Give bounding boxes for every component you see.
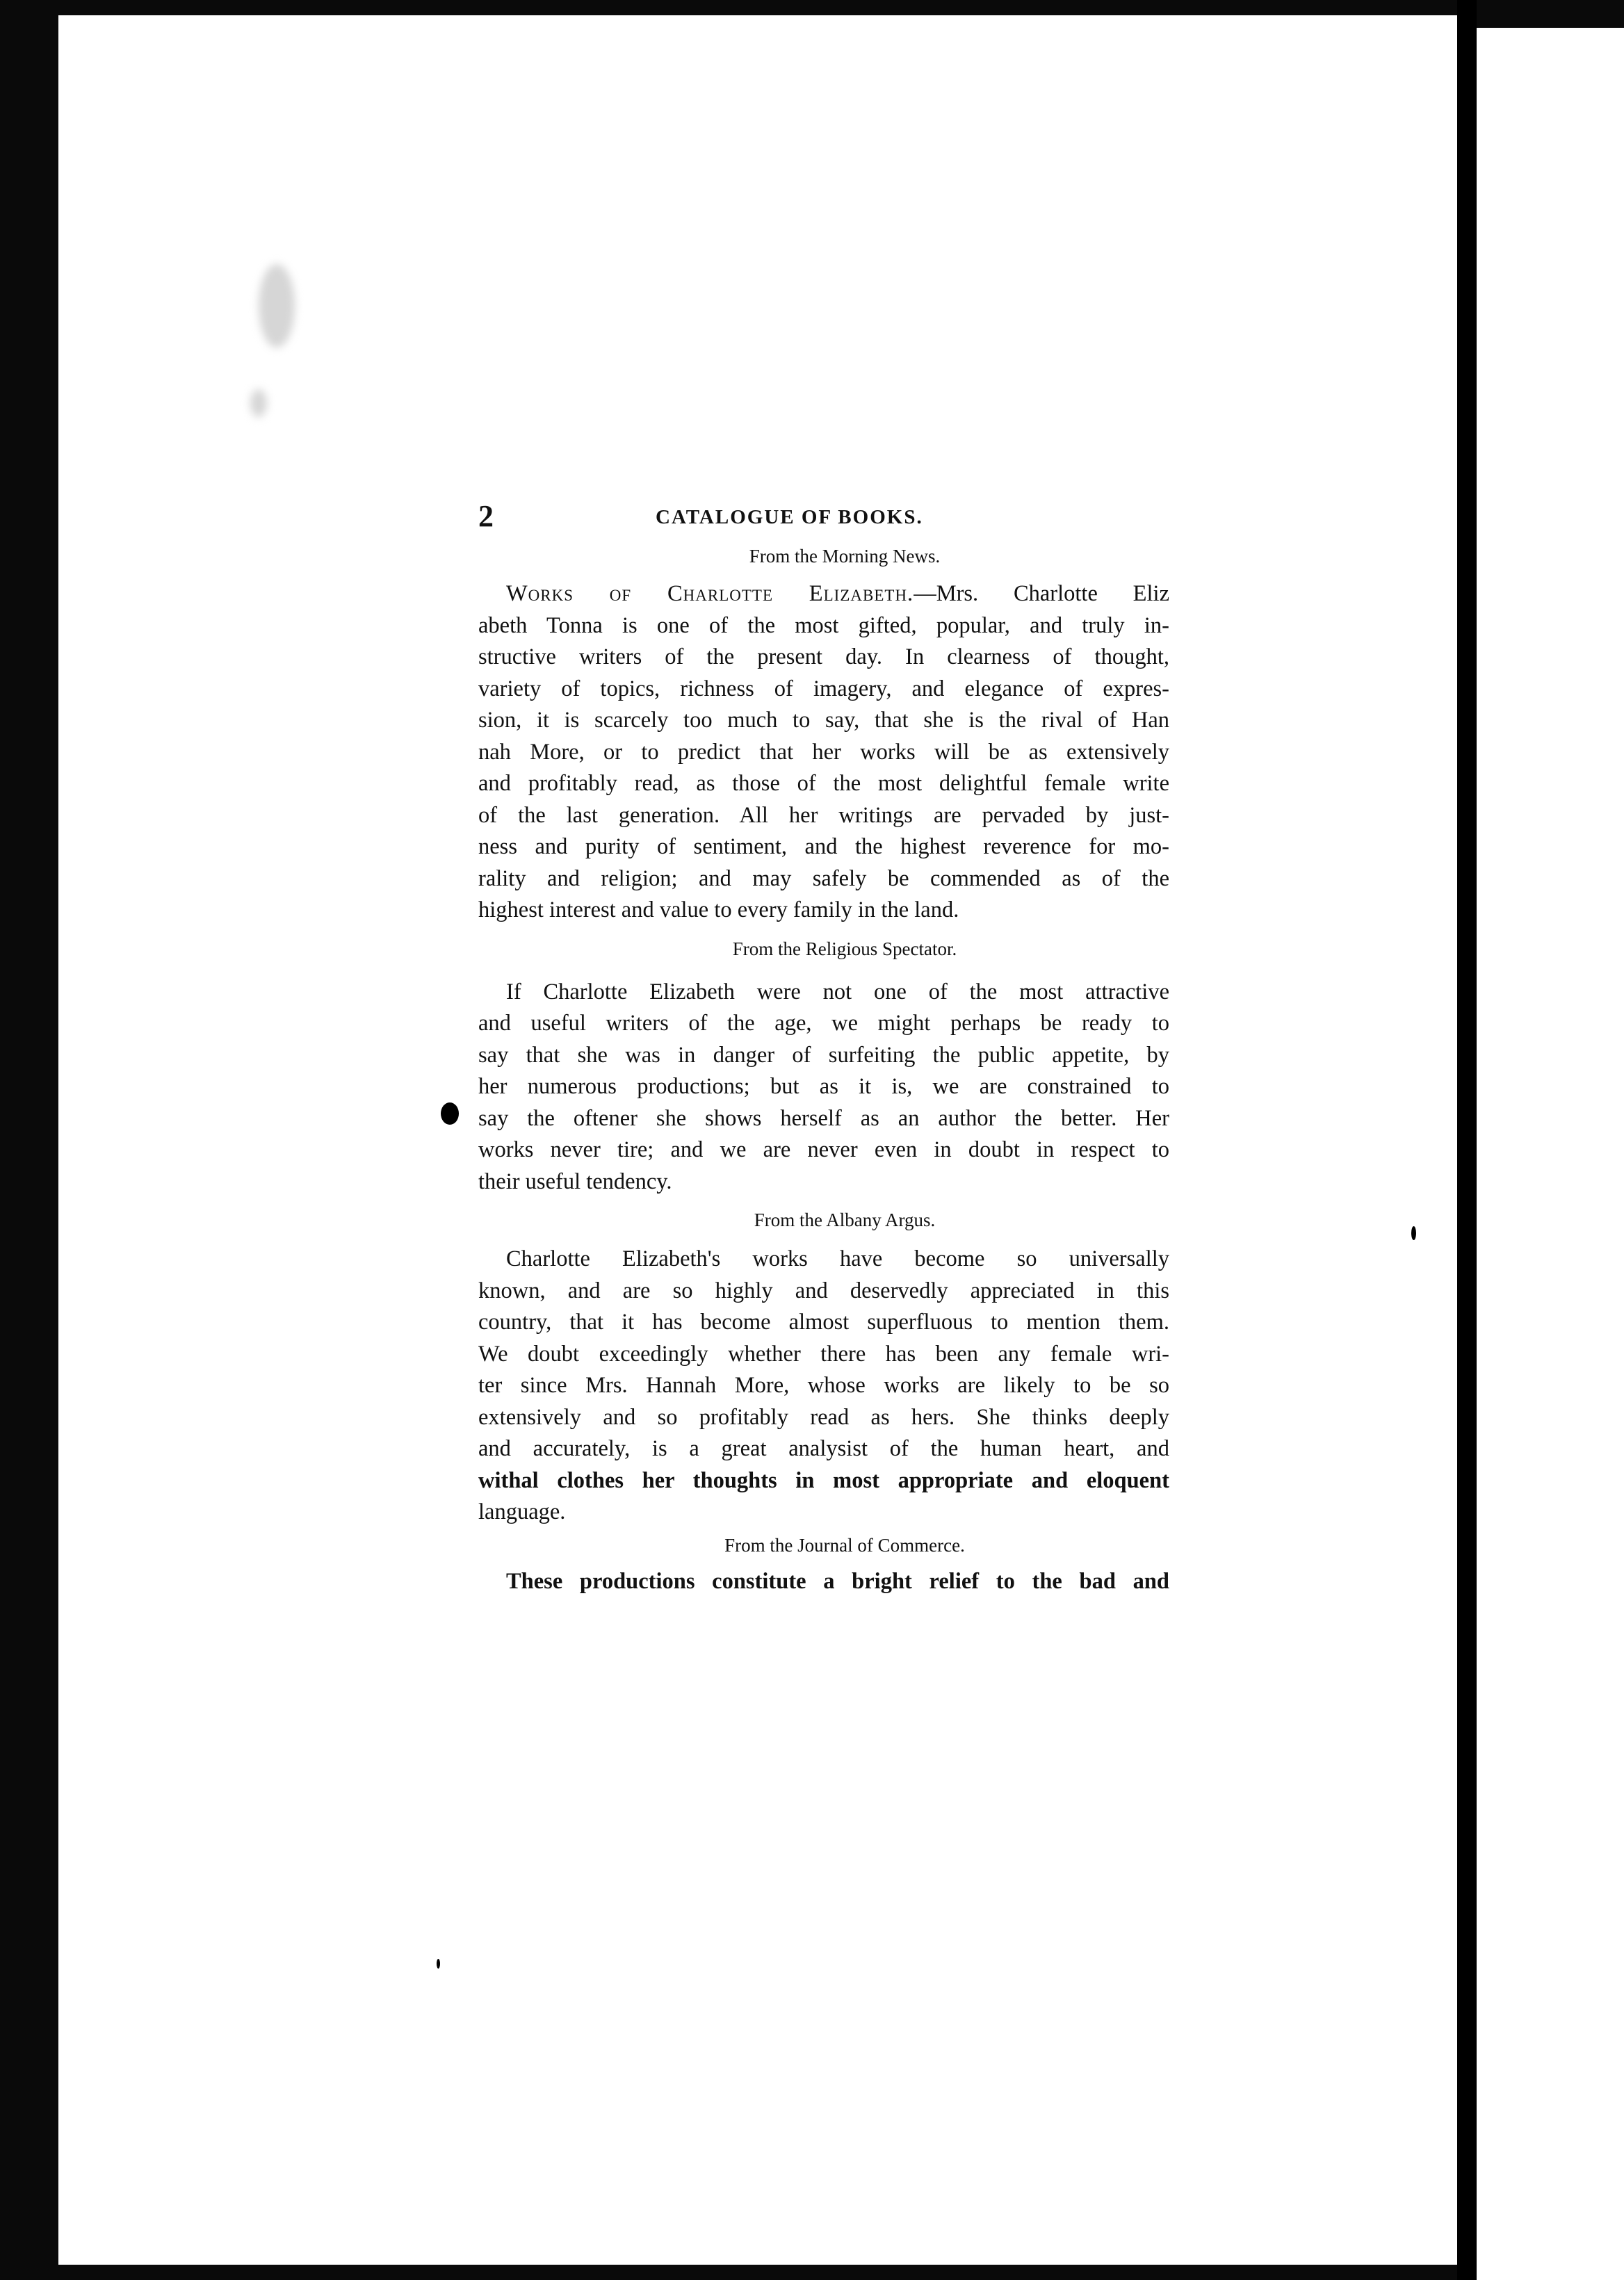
lead-in: Works of Charlotte Elizabeth. bbox=[506, 581, 914, 606]
running-head bbox=[478, 499, 1169, 534]
paragraph-line: and profitably read, as those of the most delightful female write bbox=[478, 771, 1169, 796]
review-paragraph bbox=[478, 1244, 1169, 1529]
facing-page-edge bbox=[1477, 28, 1624, 2280]
review-source: From the Morning News. bbox=[749, 546, 941, 567]
ink-speck bbox=[1411, 1226, 1416, 1240]
paragraph-line: These productions constitute a bright relief to the bad and bbox=[506, 1568, 1169, 1594]
paragraph-line: country, that it has become almost superfluous to mention them. bbox=[478, 1310, 1169, 1335]
paragraph-line: nah More, or to predict that her works will be as extensively bbox=[478, 739, 1169, 765]
paragraph-line: rality and religion; and may safely be commended as of the bbox=[478, 865, 1169, 891]
running-title: CATALOGUE OF BOOKS. bbox=[656, 506, 923, 528]
catalogue-page-text bbox=[478, 499, 1169, 1597]
paragraph-line: We doubt exceedingly whether there has been any female wri- bbox=[478, 1341, 1169, 1367]
paragraph-line: of the last generation. All her writings are pervaded by just- bbox=[478, 802, 1169, 828]
paper-smudge bbox=[259, 264, 295, 348]
paragraph-line: her numerous productions; but as it is, we are constrained to bbox=[478, 1074, 1169, 1099]
paragraph-line: works never tire; and we are never even in doubt in respect to bbox=[478, 1137, 1169, 1162]
paper-smudge bbox=[250, 389, 267, 417]
review-source: From the Religious Spectator. bbox=[732, 938, 957, 959]
review-paragraph bbox=[478, 578, 1169, 927]
paragraph-line: language. bbox=[478, 1499, 566, 1524]
review-source: From the Albany Argus. bbox=[754, 1210, 936, 1230]
paragraph-line: known, and are so highly and deservedly appreciated in this bbox=[478, 1278, 1169, 1303]
review-source: From the Journal of Commerce. bbox=[724, 1534, 965, 1556]
paragraph-line: Charlotte Elizabeth's works have become so universally bbox=[506, 1246, 1169, 1271]
paragraph-line: say that she was in danger of surfeiting the public appetite, by bbox=[478, 1042, 1169, 1068]
paragraph-line: ness and purity of sentiment, and the highest reverence for mo- bbox=[478, 834, 1169, 859]
paragraph-line: abeth Tonna is one of the most gifted, popular, and truly in- bbox=[478, 612, 1169, 638]
paragraph-line: withal clothes her thoughts in most appropriate and eloquent bbox=[478, 1467, 1169, 1493]
paragraph-line: Works of Charlotte Elizabeth.—Mrs. Charlotte Eliz bbox=[506, 581, 1169, 606]
paragraph-line: and accurately, is a great analysist of the human heart, and bbox=[478, 1436, 1169, 1461]
review-paragraph bbox=[478, 1566, 1169, 1598]
ink-blot bbox=[441, 1102, 459, 1125]
paragraph-line: highest interest and value to every family in the land. bbox=[478, 897, 959, 922]
paragraph-line: and useful writers of the age, we might perhaps be ready to bbox=[478, 1011, 1169, 1036]
paragraph-line: structive writers of the present day. In clearness of thought, bbox=[478, 644, 1169, 669]
book-gutter bbox=[1457, 0, 1477, 2280]
page-number: 2 bbox=[478, 499, 494, 533]
paragraph-line: their useful tendency. bbox=[478, 1168, 672, 1194]
review-paragraph bbox=[478, 977, 1169, 1198]
ink-speck bbox=[437, 1959, 440, 1969]
paragraph-line: ter since Mrs. Hannah More, whose works are likely to be so bbox=[478, 1373, 1169, 1398]
paragraph-line: extensively and so profitably read as hers. She thinks deeply bbox=[478, 1404, 1169, 1430]
paragraph-line: If Charlotte Elizabeth were not one of the most attractive bbox=[506, 979, 1169, 1004]
paragraph-line: sion, it is scarcely too much to say, that she is the rival of Han bbox=[478, 708, 1169, 733]
paragraph-line: variety of topics, richness of imagery, and elegance of expres- bbox=[478, 676, 1169, 701]
paragraph-line: say the oftener she shows herself as an author the better. Her bbox=[478, 1105, 1169, 1131]
